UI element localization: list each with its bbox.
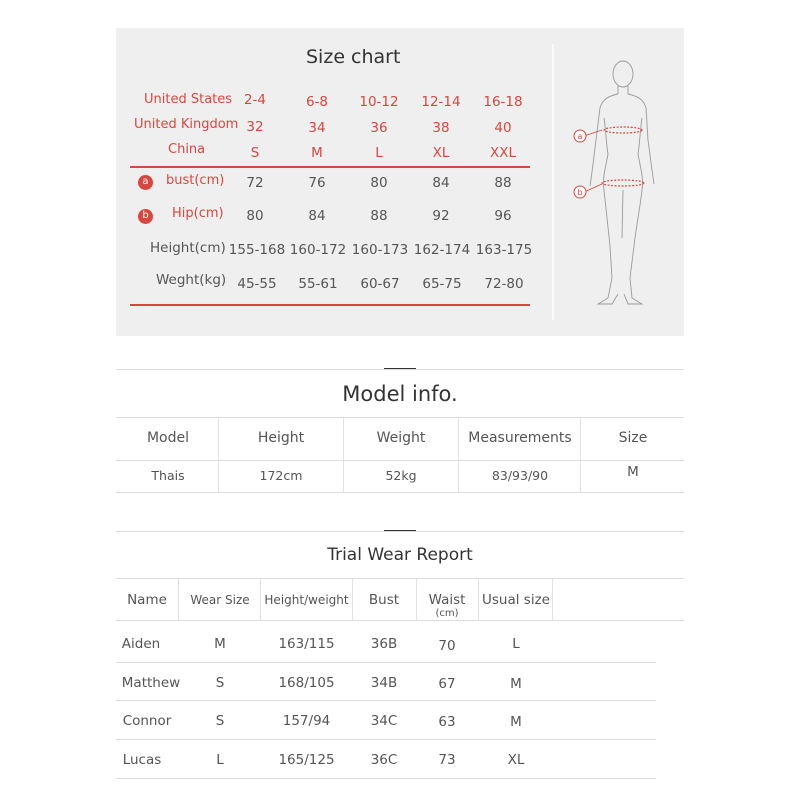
bust-1: 72 bbox=[246, 175, 264, 191]
bust-4: 84 bbox=[432, 175, 450, 191]
model-col-divider bbox=[580, 418, 581, 492]
trial-row-3-waist: 63 bbox=[438, 714, 456, 730]
model-header-model: Model bbox=[146, 430, 190, 446]
model-header-height: Height bbox=[257, 430, 305, 446]
trial-row-3-usual: M bbox=[510, 714, 522, 730]
cn-size-4: XL bbox=[432, 145, 450, 161]
weight-label: Weght(kg) bbox=[156, 272, 227, 288]
bust-label: bust(cm) bbox=[166, 173, 225, 188]
trial-row-2-name: Matthew bbox=[121, 675, 181, 691]
trial-header-bottom-rule bbox=[116, 620, 684, 621]
us-size-5: 16-18 bbox=[483, 94, 523, 110]
us-label: United States bbox=[144, 92, 233, 107]
china-label: China bbox=[168, 142, 206, 157]
height-4: 162-174 bbox=[413, 242, 471, 258]
trial-row-rule bbox=[116, 739, 656, 740]
uk-size-3: 36 bbox=[370, 120, 388, 136]
cn-size-5: XXL bbox=[489, 145, 517, 161]
model-col-divider bbox=[343, 418, 344, 492]
hip-2: 84 bbox=[308, 208, 326, 224]
weight-1: 45-55 bbox=[237, 276, 277, 292]
trial-row-4-hw: 165/125 bbox=[278, 752, 335, 768]
trial-row-1-name: Aiden bbox=[121, 636, 161, 652]
trial-row-2-hw: 168/105 bbox=[278, 675, 335, 691]
trial-header-name: Name bbox=[127, 592, 167, 608]
figure-b-label: b bbox=[577, 188, 583, 197]
us-size-3: 10-12 bbox=[359, 94, 399, 110]
model-value-size: M bbox=[627, 464, 639, 480]
uk-size-5: 40 bbox=[494, 120, 512, 136]
height-3: 160-173 bbox=[351, 242, 409, 258]
bust-3: 80 bbox=[370, 175, 388, 191]
model-info-title: Model info. bbox=[342, 382, 458, 406]
model-header-weight: Weight bbox=[376, 430, 426, 446]
trial-row-rule bbox=[116, 778, 656, 779]
hip-label: Hip(cm) bbox=[172, 206, 224, 221]
trial-row-1-wear: M bbox=[214, 636, 226, 652]
us-size-1: 2-4 bbox=[243, 92, 267, 108]
trial-header-usual-size: Usual size bbox=[482, 592, 550, 608]
cn-size-1: S bbox=[250, 145, 260, 161]
trial-row-3-bust: 34C bbox=[370, 713, 398, 729]
weight-3: 60-67 bbox=[360, 276, 400, 292]
trial-row-1-waist: 70 bbox=[438, 638, 456, 654]
trial-row-3-hw: 157/94 bbox=[282, 713, 331, 729]
trial-row-rule bbox=[116, 700, 656, 701]
trial-row-1-usual: L bbox=[512, 636, 520, 652]
us-size-4: 12-14 bbox=[421, 94, 461, 110]
weight-4: 65-75 bbox=[422, 276, 462, 292]
hip-1: 80 bbox=[246, 208, 264, 224]
trial-row-3-wear: S bbox=[215, 713, 225, 729]
model-header-size: Size bbox=[618, 430, 648, 446]
uk-size-4: 38 bbox=[432, 120, 450, 136]
model-bottom-rule bbox=[116, 492, 684, 493]
trial-row-4-name: Lucas bbox=[122, 752, 162, 768]
size-header-divider bbox=[130, 166, 530, 168]
trial-top-rule bbox=[116, 531, 684, 532]
model-value-name: Thais bbox=[151, 468, 185, 483]
height-5: 163-175 bbox=[475, 242, 533, 258]
bust-2: 76 bbox=[308, 175, 326, 191]
hip-5: 96 bbox=[494, 208, 512, 224]
trial-header-waist: Waist bbox=[428, 592, 466, 608]
bust-badge: a bbox=[138, 175, 153, 190]
us-size-2: 6-8 bbox=[305, 94, 329, 110]
uk-size-1: 32 bbox=[246, 119, 264, 135]
trial-row-2-usual: M bbox=[510, 676, 522, 692]
model-header-top-rule bbox=[116, 417, 684, 418]
model-value-measurements: 83/93/90 bbox=[491, 468, 549, 483]
figure-a-label: a bbox=[577, 132, 583, 141]
trial-row-4-waist: 73 bbox=[438, 752, 456, 768]
trial-header-waist-unit: (cm) bbox=[435, 608, 459, 619]
size-bottom-divider bbox=[130, 304, 530, 306]
model-value-weight: 52kg bbox=[385, 468, 417, 483]
model-top-rule bbox=[116, 369, 684, 370]
trial-row-4-bust: 36C bbox=[370, 752, 398, 768]
hip-4: 92 bbox=[432, 208, 450, 224]
trial-row-1-bust: 36B bbox=[370, 636, 398, 652]
trial-row-4-usual: XL bbox=[507, 752, 525, 768]
uk-size-2: 34 bbox=[308, 120, 326, 136]
trial-row-3-name: Connor bbox=[122, 713, 172, 729]
weight-2: 55-61 bbox=[298, 276, 338, 292]
trial-wear-title: Trial Wear Report bbox=[327, 545, 473, 565]
uk-label: United Kingdom bbox=[134, 117, 239, 132]
trial-col-divider bbox=[178, 579, 179, 620]
height-1: 155-168 bbox=[228, 242, 286, 258]
trial-row-rule bbox=[116, 662, 656, 663]
weight-5: 72-80 bbox=[484, 276, 524, 292]
height-2: 160-172 bbox=[289, 242, 347, 258]
hip-3: 88 bbox=[370, 208, 388, 224]
cn-size-3: L bbox=[375, 145, 383, 161]
trial-header-top-rule bbox=[116, 578, 684, 579]
body-figure-icon bbox=[568, 58, 668, 320]
cn-size-2: M bbox=[311, 145, 323, 161]
hip-badge: b bbox=[138, 209, 153, 224]
trial-row-2-wear: S bbox=[215, 675, 225, 691]
height-label: Height(cm) bbox=[150, 240, 226, 256]
model-header-measurements: Measurements bbox=[468, 430, 572, 446]
trial-row-4-wear: L bbox=[216, 752, 224, 768]
trial-row-2-waist: 67 bbox=[438, 676, 456, 692]
trial-row-1-hw: 163/115 bbox=[278, 636, 335, 652]
trial-header-bust: Bust bbox=[368, 592, 400, 608]
model-value-height: 172cm bbox=[259, 468, 303, 483]
panel-vertical-divider bbox=[552, 44, 554, 320]
bust-5: 88 bbox=[494, 175, 512, 191]
size-chart-title: Size chart bbox=[306, 46, 401, 68]
trial-header-wear-size: Wear Size bbox=[190, 593, 250, 607]
model-col-divider bbox=[218, 418, 219, 492]
model-col-divider bbox=[458, 418, 459, 492]
trial-row-2-bust: 34B bbox=[370, 675, 398, 691]
model-header-bottom-rule bbox=[116, 460, 684, 461]
trial-header-height-weight: Height/weight bbox=[264, 593, 349, 607]
